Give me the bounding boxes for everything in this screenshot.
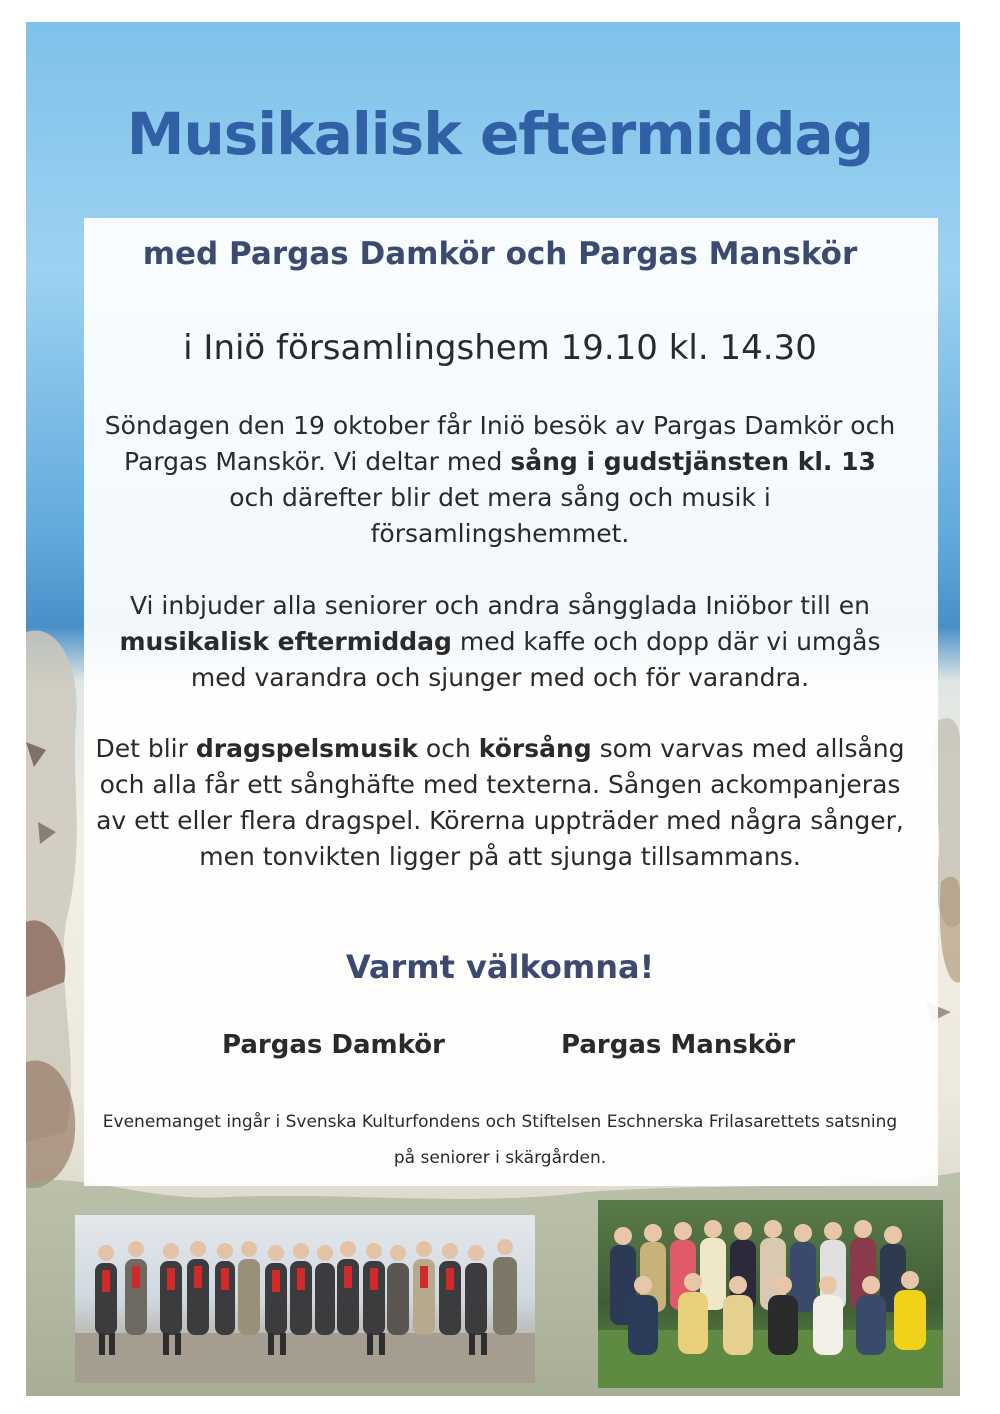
- womens-choir-figures: [598, 1200, 943, 1388]
- paragraph-2: [0, 588, 1000, 696]
- paragraph-3-text-b: och: [417, 734, 479, 763]
- poster-title: Musikalisk eftermiddag: [126, 100, 874, 168]
- paragraph-2-bold: musikalisk eftermiddag: [119, 627, 452, 656]
- paragraph-1-text-b: och därefter blir det mera sång och musik i församlingshemmet.: [229, 483, 771, 548]
- paragraph-2-text-a: Vi inbjuder alla seniorer och andra sångglada Iniöbor till en: [129, 591, 871, 620]
- paragraph-3-bold-b: körsång: [478, 734, 592, 763]
- paragraph-1-bold: sång i gudstjänsten kl. 13: [510, 447, 876, 476]
- footer-note: Evenemanget ingår i Svenska Kulturfondens och Stiftelsen Eschnerska Frilasarettets satsning på seniorer i skärgården.: [102, 1112, 898, 1168]
- photo-mens-choir: [75, 1215, 535, 1383]
- paragraph-3: [0, 731, 1000, 875]
- paragraph-3-text-c: som varvas med allsång och alla får ett sånghäfte med texterna. Sången ackompanjeras av ett eller flera dragspel. Körerna uppträder med några sånger, men tonvikten ligger på att sjunga tillsammans.: [96, 734, 905, 871]
- paragraph-1-text-a: Söndagen den 19 oktober får Iniö besök av Pargas Damkör och Pargas Manskör. Vi deltar med: [104, 411, 896, 476]
- paragraph-1: [0, 408, 1000, 552]
- mens-choir-figures: [75, 1215, 535, 1383]
- signature-manskor: Pargas Manskör: [561, 1030, 796, 1060]
- paragraph-2-text-b: med kaffe och dopp där vi umgås med varandra och sjunger med och för varandra.: [190, 627, 881, 692]
- signature-damkor: Pargas Damkör: [222, 1030, 445, 1060]
- paragraph-3-text-a: Det blir: [95, 734, 196, 763]
- venue-and-time: i Iniö församlingshem 19.10 kl. 14.30: [183, 328, 817, 368]
- welcome-heading: Varmt välkomna!: [345, 948, 655, 986]
- photo-womens-choir: [598, 1200, 943, 1388]
- subtitle: med Pargas Damkör och Pargas Manskör: [142, 236, 858, 272]
- paragraph-3-bold-a: dragspelsmusik: [195, 734, 418, 763]
